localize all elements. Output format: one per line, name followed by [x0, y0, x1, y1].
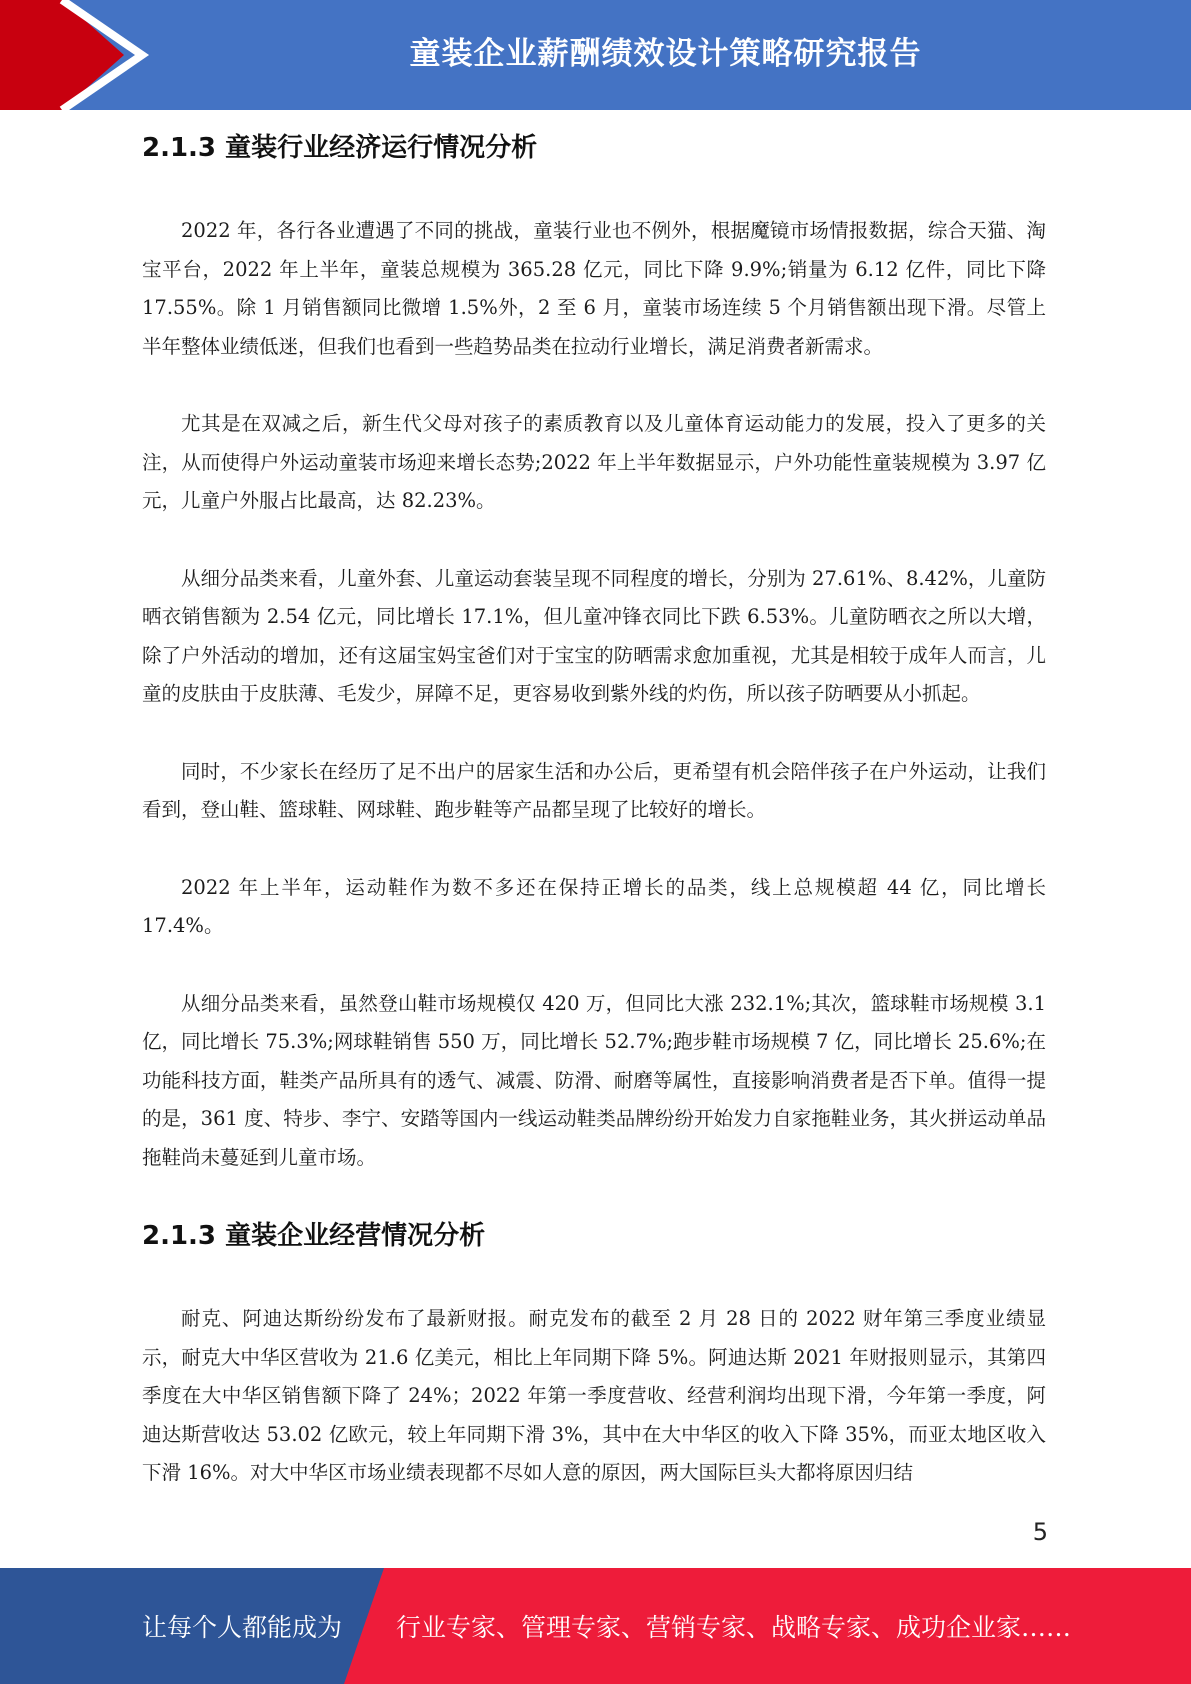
paragraph: 从细分品类来看，儿童外套、儿童运动套装呈现不同程度的增长，分别为 27.61%、8.42%，儿童防晒衣销售额为 2.54 亿元，同比增长 17.1%，但儿童冲锋衣同比下跌 6.53%。儿童防晒衣之所以大增，除了户外活动的增加，还有这届宝妈宝爸们对于宝宝的防晒需求愈加重视，尤其是相较于成年人而言，儿童的皮肤由于皮肤薄、毛发少，屏障不足，更容易收到紫外线的灼伤，所以孩子防晒要从小抓起。 [142, 566, 1046, 705]
footer-slogan-left: 让每个人都能成为 [142, 1613, 343, 1642]
footer-slogan-right: 行业专家、管理专家、营销专家、战略专家、成功企业家…… [396, 1613, 1072, 1642]
paragraph: 同时，不少家长在经历了足不出户的居家生活和办公后，更希望有机会陪伴孩子在户外运动，让我们看到，登山鞋、篮球鞋、网球鞋、跑步鞋等产品都呈现了比较好的增长。 [142, 759, 1046, 821]
footer-band [0, 1568, 1191, 1684]
paragraph: 2022 年，各行各业遭遇了不同的挑战，童装行业也不例外，根据魔镜市场情报数据，综合天猫、淘宝平台，2022 年上半年，童装总规模为 365.28 亿元，同比下降 9.9%;销量为 6.12 亿件，同比下降 17.55%。除 1 月销售额同比微增 1.5%外，2 至 6 月，童装市场连续 5 个月销售额出现下滑。尽管上半年整体业绩低迷，但我们也看到一些趋势品类在拉动行业增长，满足消费者新需求。 [142, 219, 1046, 358]
page-number: 5 [1032, 1518, 1048, 1546]
paragraph: 2022 年上半年，运动鞋作为数不多还在保持正增长的品类，线上总规模超 44 亿，同比增长 17.4%。 [142, 875, 1046, 937]
paragraph: 尤其是在双减之后，新生代父母对孩子的素质教育以及儿童体育运动能力的发展，投入了更多的关注，从而使得户外运动童装市场迎来增长态势;2022 年上半年数据显示，户外功能性童装规模为 3.97 亿元，儿童户外服占比最高，达 82.23%。 [142, 412, 1046, 512]
report-title: 童装企业薪酬绩效设计策略研究报告 [409, 35, 922, 72]
section-title: 2.1.3 童装行业经济运行情况分析 [142, 133, 538, 163]
main-content [142, 128, 1046, 1532]
header-chevron-icon [0, 0, 160, 110]
header-band [0, 0, 1191, 110]
paragraph: 耐克、阿迪达斯纷纷发布了最新财报。耐克发布的截至 2 月 28 日的 2022 财年第三季度业绩显示，耐克大中华区营收为 21.6 亿美元，相比上年同期下降 5%。阿迪达斯 2021 年财报则显示，其第四季度在大中华区销售额下降了 24%；2022 年第一季度营收、经营利润均出现下滑，今年第一季度，阿迪达斯营收达 53.02 亿欧元，较上年同期下滑 3%，其中在大中华区的收入下降 35%，而亚太地区收入下滑 16%。对大中华区市场业绩表现都不尽如人意的原因，两大国际巨头大都将原因归结 [142, 1307, 1046, 1484]
section-title: 2.1.3 童装企业经营情况分析 [142, 1221, 486, 1251]
paragraph: 从细分品类来看，虽然登山鞋市场规模仅 420 万，但同比大涨 232.1%;其次，篮球鞋市场规模 3.1 亿，同比增长 75.3%;网球鞋销售 550 万，同比增长 52.7%;跑步鞋市场规模 7 亿，同比增长 25.6%;在功能科技方面，鞋类产品所具有的透气、减震、防滑、耐磨等属性，直接影响消费者是否下单。值得一提的是，361 度、特步、李宁、安踏等国内一线运动鞋类品牌纷纷开始发力自家拖鞋业务，其火拼运动单品拖鞋尚未蔓延到儿童市场。 [142, 991, 1046, 1169]
